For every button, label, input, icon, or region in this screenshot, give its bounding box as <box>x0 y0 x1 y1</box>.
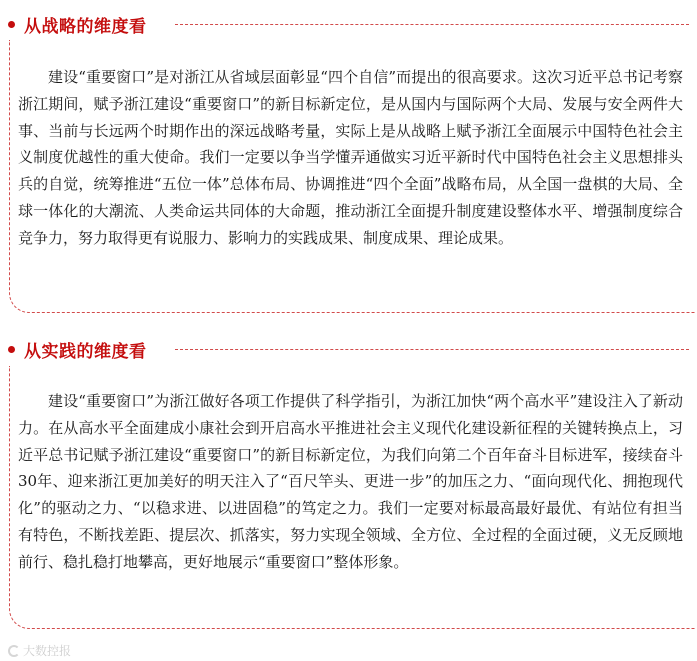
watermark-text: 大数控报 <box>23 644 72 658</box>
heading-divider <box>175 24 689 25</box>
section-title: 从战略的维度看 <box>24 16 147 37</box>
section-heading-practice <box>0 336 147 362</box>
watermark-logo-icon <box>8 645 20 657</box>
heading-divider <box>175 349 689 350</box>
paragraph-strategy: 建设“重要窗口”是对浙江从省域层面彰显“四个自信”而提出的很高要求。这次习近平总书记考察浙江期间，赋予浙江建设“重要窗口”的新目标新定位，是从国内与国际两个大局、发展与安全两件大事、当前与长远两个时期作出的深远战略考量，实际上是从战略上赋予浙江全面展示中国特色社会主义制度优越性的重大使命。我们一定要以争当学懂弄通做实习近平新时代中国特色社会主义思想排头兵的自觉，统筹推进“五位一体”总体布局、协调推进“四个全面”战略布局，从全国一盘棋的大局、全球一体化的大潮流、人类命运共同体的大命题，推动浙江全面提升制度建设整体水平、增强制度综合竞争力，努力取得更有说服力、影响力的实践成果、制度成果、理论成果。 <box>18 68 683 247</box>
bullet-icon <box>8 346 15 353</box>
section-heading-strategy <box>0 11 147 37</box>
paragraph-practice: 建设“重要窗口”为浙江做好各项工作提供了科学指引，为浙江加快“两个高水平”建设注入了新动力。在从高水平全面建成小康社会到开启高水平推进社会主义现代化建设新征程的关键转换点上，习近平总书记赋予浙江建设“重要窗口”的新目标新定位，为我们向第二个百年奋斗目标进军，接续奋斗30年、迎来浙江更加美好的明天注入了“百尺竿头、更进一步”的加压之力、“面向现代化、拥抱现代化”的驱动之力、“以稳求进、以进固稳”的笃定之力。我们一定要对标最高最好最优、有站位有担当有特色，不断找差距、提层次、抓落实，努力实现全领域、全方位、全过程的全面过硬，义无反顾地前行、稳扎稳打地攀高，更好地展示“重要窗口”整体形象。 <box>18 392 683 571</box>
section-title: 从实践的维度看 <box>24 341 147 362</box>
watermark <box>8 642 71 659</box>
bullet-icon <box>8 21 15 28</box>
